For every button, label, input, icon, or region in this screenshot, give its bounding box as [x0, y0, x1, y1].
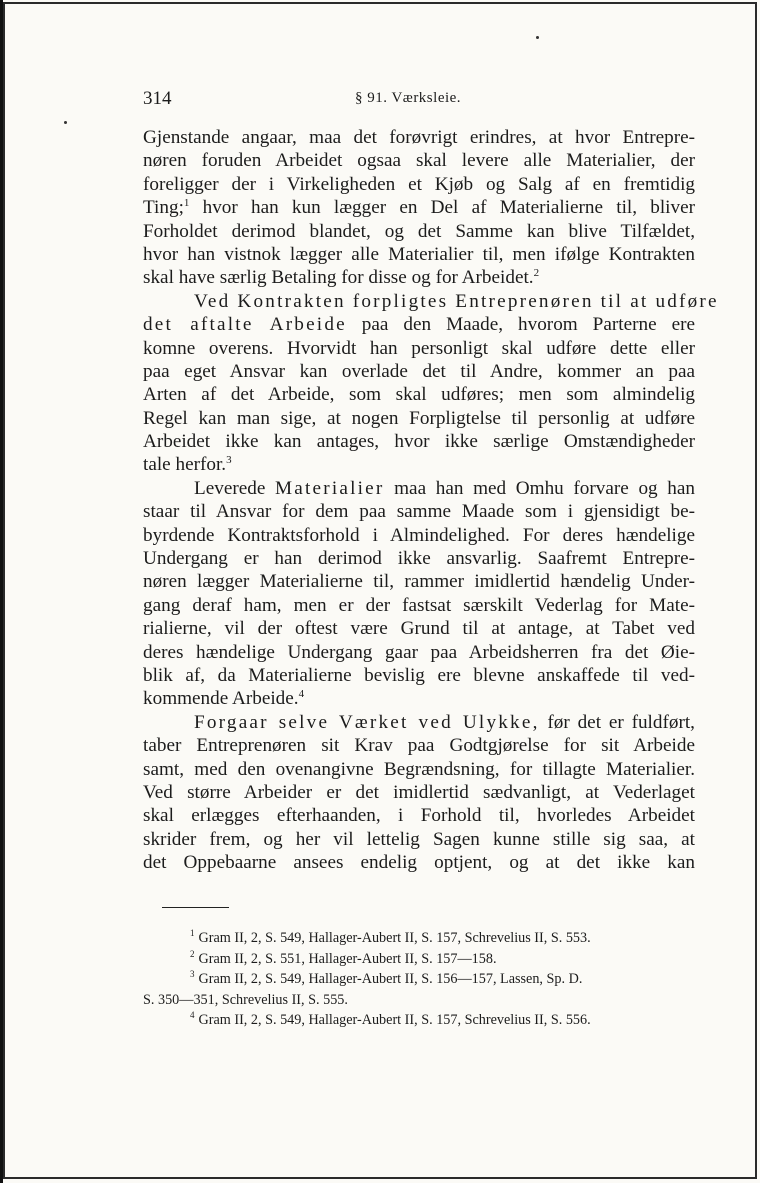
text-line	[143, 687, 695, 710]
line-text: Ting;	[143, 197, 184, 219]
footnote-number: 4	[190, 1010, 195, 1021]
line-text: nøren lægger Materialierne til, rammer imidlertid hændelig Under-	[143, 571, 695, 593]
line-text: skal have særlig Betaling for disse og for Arbeidet.	[143, 267, 534, 289]
text-line	[143, 337, 695, 360]
footnote	[143, 1010, 695, 1031]
footnote-text: Gram II, 2, S. 551, Hallager-Aubert II, S. 157—158.	[198, 950, 497, 967]
line-text: tale herfor.	[143, 454, 227, 476]
line-text: paa den Maade, hvorom Parterne ere	[346, 314, 695, 336]
body-text	[143, 126, 719, 875]
text-line	[143, 126, 695, 149]
text-line	[143, 547, 695, 570]
line-text: staar til Ansvar for dem paa samme Maade som i gjensidigt be-	[143, 501, 695, 523]
spaced-emphasis: Forgaar selve Værket ved Ulykke,	[194, 711, 540, 733]
footnote-text: S. 350—351, Schrevelius II, S. 555.	[143, 991, 348, 1008]
line-text: byrdende Kontraktsforhold i Almindelighed. For deres hændelige	[143, 524, 695, 546]
line-text: Arbeidet ikke kan antages, hvor ikke særlige Omstændigheder	[143, 431, 695, 453]
text-line	[143, 617, 695, 640]
spaced-emphasis: Materialier	[275, 477, 385, 499]
footnote	[143, 990, 695, 1011]
text-line	[143, 781, 695, 804]
text-line	[143, 477, 695, 500]
text-line	[143, 360, 695, 383]
text-line	[143, 173, 695, 196]
text-line	[143, 594, 695, 617]
footnote-ref: 2	[533, 267, 540, 280]
speck-mark	[64, 121, 67, 124]
text-line	[143, 220, 695, 243]
line-text: blik af, da Materialierne bevislig ere blevne anskaffede til ved-	[143, 664, 695, 686]
line-text: hvor han kun lægger en Del af Materialierne til, bliver	[189, 197, 695, 219]
text-line	[143, 804, 695, 827]
line-text: gang deraf ham, men er der fastsat særskilt Vederlag for Mate-	[143, 594, 695, 616]
line-text: nøren foruden Arbeidet ogsaa skal levere alle Materialier, der	[143, 150, 695, 172]
text-line	[143, 383, 695, 406]
text-line	[143, 828, 695, 851]
text-line	[143, 570, 695, 593]
line-text: kommende Arbeide.	[143, 688, 299, 710]
line-text: deres hændelige Undergang gaar paa Arbeidsherren fra det Øie-	[143, 641, 695, 663]
footnote-text: Gram II, 2, S. 549, Hallager-Aubert II, S. 157, Schrevelius II, S. 553.	[198, 930, 591, 946]
line-text: foreligger der i Virkeligheden et Kjøb og Salg af en fremtidig	[143, 173, 695, 195]
text-line	[143, 149, 695, 172]
text-line	[143, 453, 695, 476]
text-line	[143, 711, 695, 734]
line-text: maa han med Omhu forvare og han	[384, 477, 695, 499]
text-line	[143, 758, 695, 781]
line-text: skal erlægges efterhaanden, i Forhold til, hvorledes Arbeidet	[143, 805, 695, 827]
line-text: Undergang er han derimod ikke ansvarlig. Saafremt Entrepre-	[143, 548, 695, 570]
footnote-rule	[162, 907, 229, 908]
text-line	[143, 196, 695, 219]
footnote-ref: 1	[183, 197, 190, 210]
footnote-ref: 4	[298, 688, 305, 701]
line-text: Regel kan man sige, at nogen Forpligtelse til personlig at udføre	[143, 407, 695, 429]
line-text: Gjenstande angaar, maa det forøvrigt erindres, at hvor Entrepre-	[143, 127, 695, 148]
footnote	[143, 928, 695, 949]
speck-mark	[536, 36, 539, 39]
text-line	[143, 664, 695, 687]
line-text: komne overens. Hvorvidt han personligt skal udføre dette eller	[143, 337, 695, 359]
text-line	[143, 851, 695, 874]
line-text: samt, med den ovenangivne Begrændsning, for tillagte Materialier.	[143, 758, 695, 780]
line-text: Ved større Arbeider er det imidlertid sædvanligt, at Vederlaget	[143, 781, 695, 803]
text-line	[143, 313, 695, 336]
footnote-ref: 3	[226, 454, 232, 467]
text-line	[143, 407, 695, 430]
spaced-emphasis: det aftalte Arbeide	[143, 314, 347, 336]
line-text: rialierne, vil der oftest være Grund til at antage, at Tabet ved	[143, 618, 695, 640]
text-line	[143, 290, 719, 313]
text-line	[143, 734, 695, 757]
line-text: før det er fuldført,	[539, 711, 695, 733]
line-text: Leverede	[194, 477, 276, 499]
footnote	[143, 949, 695, 970]
spaced-emphasis: Ved Kontrakten forpligtes Entreprenøren til at udføre	[194, 290, 719, 312]
section-title: § 91. Værksleie.	[355, 90, 462, 106]
text-line	[143, 500, 695, 523]
line-text: hvor han vistnok lægger alle Materialier til, men ifølge Kontrakten	[143, 243, 695, 265]
footnote	[143, 969, 695, 990]
footnote-text: Gram II, 2, S. 549, Hallager-Aubert II, S. 156—157, Lassen, Sp. D.	[198, 971, 583, 988]
text-line	[143, 243, 695, 266]
footnotes	[143, 928, 695, 1031]
line-text: Forholdet derimod blandet, og det Samme kan blive Tilfældet,	[143, 220, 695, 242]
line-text: det Oppebaarne ansees endelig optjent, og at det ikke kan	[143, 852, 695, 874]
footnote-number: 3	[190, 969, 195, 980]
running-head	[143, 88, 696, 112]
text-line	[143, 641, 695, 664]
text-line	[143, 266, 695, 289]
text-line	[143, 524, 695, 547]
page-number: 314	[143, 88, 172, 109]
line-text: skrider frem, og her vil lettelig Sagen kunne stille sig saa, at	[143, 828, 695, 850]
footnote-number: 1	[190, 928, 195, 938]
footnote-text: Gram II, 2, S. 549, Hallager-Aubert II, S. 157, Schrevelius II, S. 556.	[198, 1012, 591, 1029]
text-line	[143, 430, 695, 453]
line-text: taber Entreprenøren sit Krav paa Godtgjørelse for sit Arbeide	[143, 735, 695, 757]
line-text: Arten af det Arbeide, som skal udføres; men som almindelig	[143, 384, 695, 406]
footnote-number: 2	[190, 948, 195, 959]
line-text: paa eget Ansvar kan overlade det til Andre, kommer an paa	[143, 360, 695, 382]
